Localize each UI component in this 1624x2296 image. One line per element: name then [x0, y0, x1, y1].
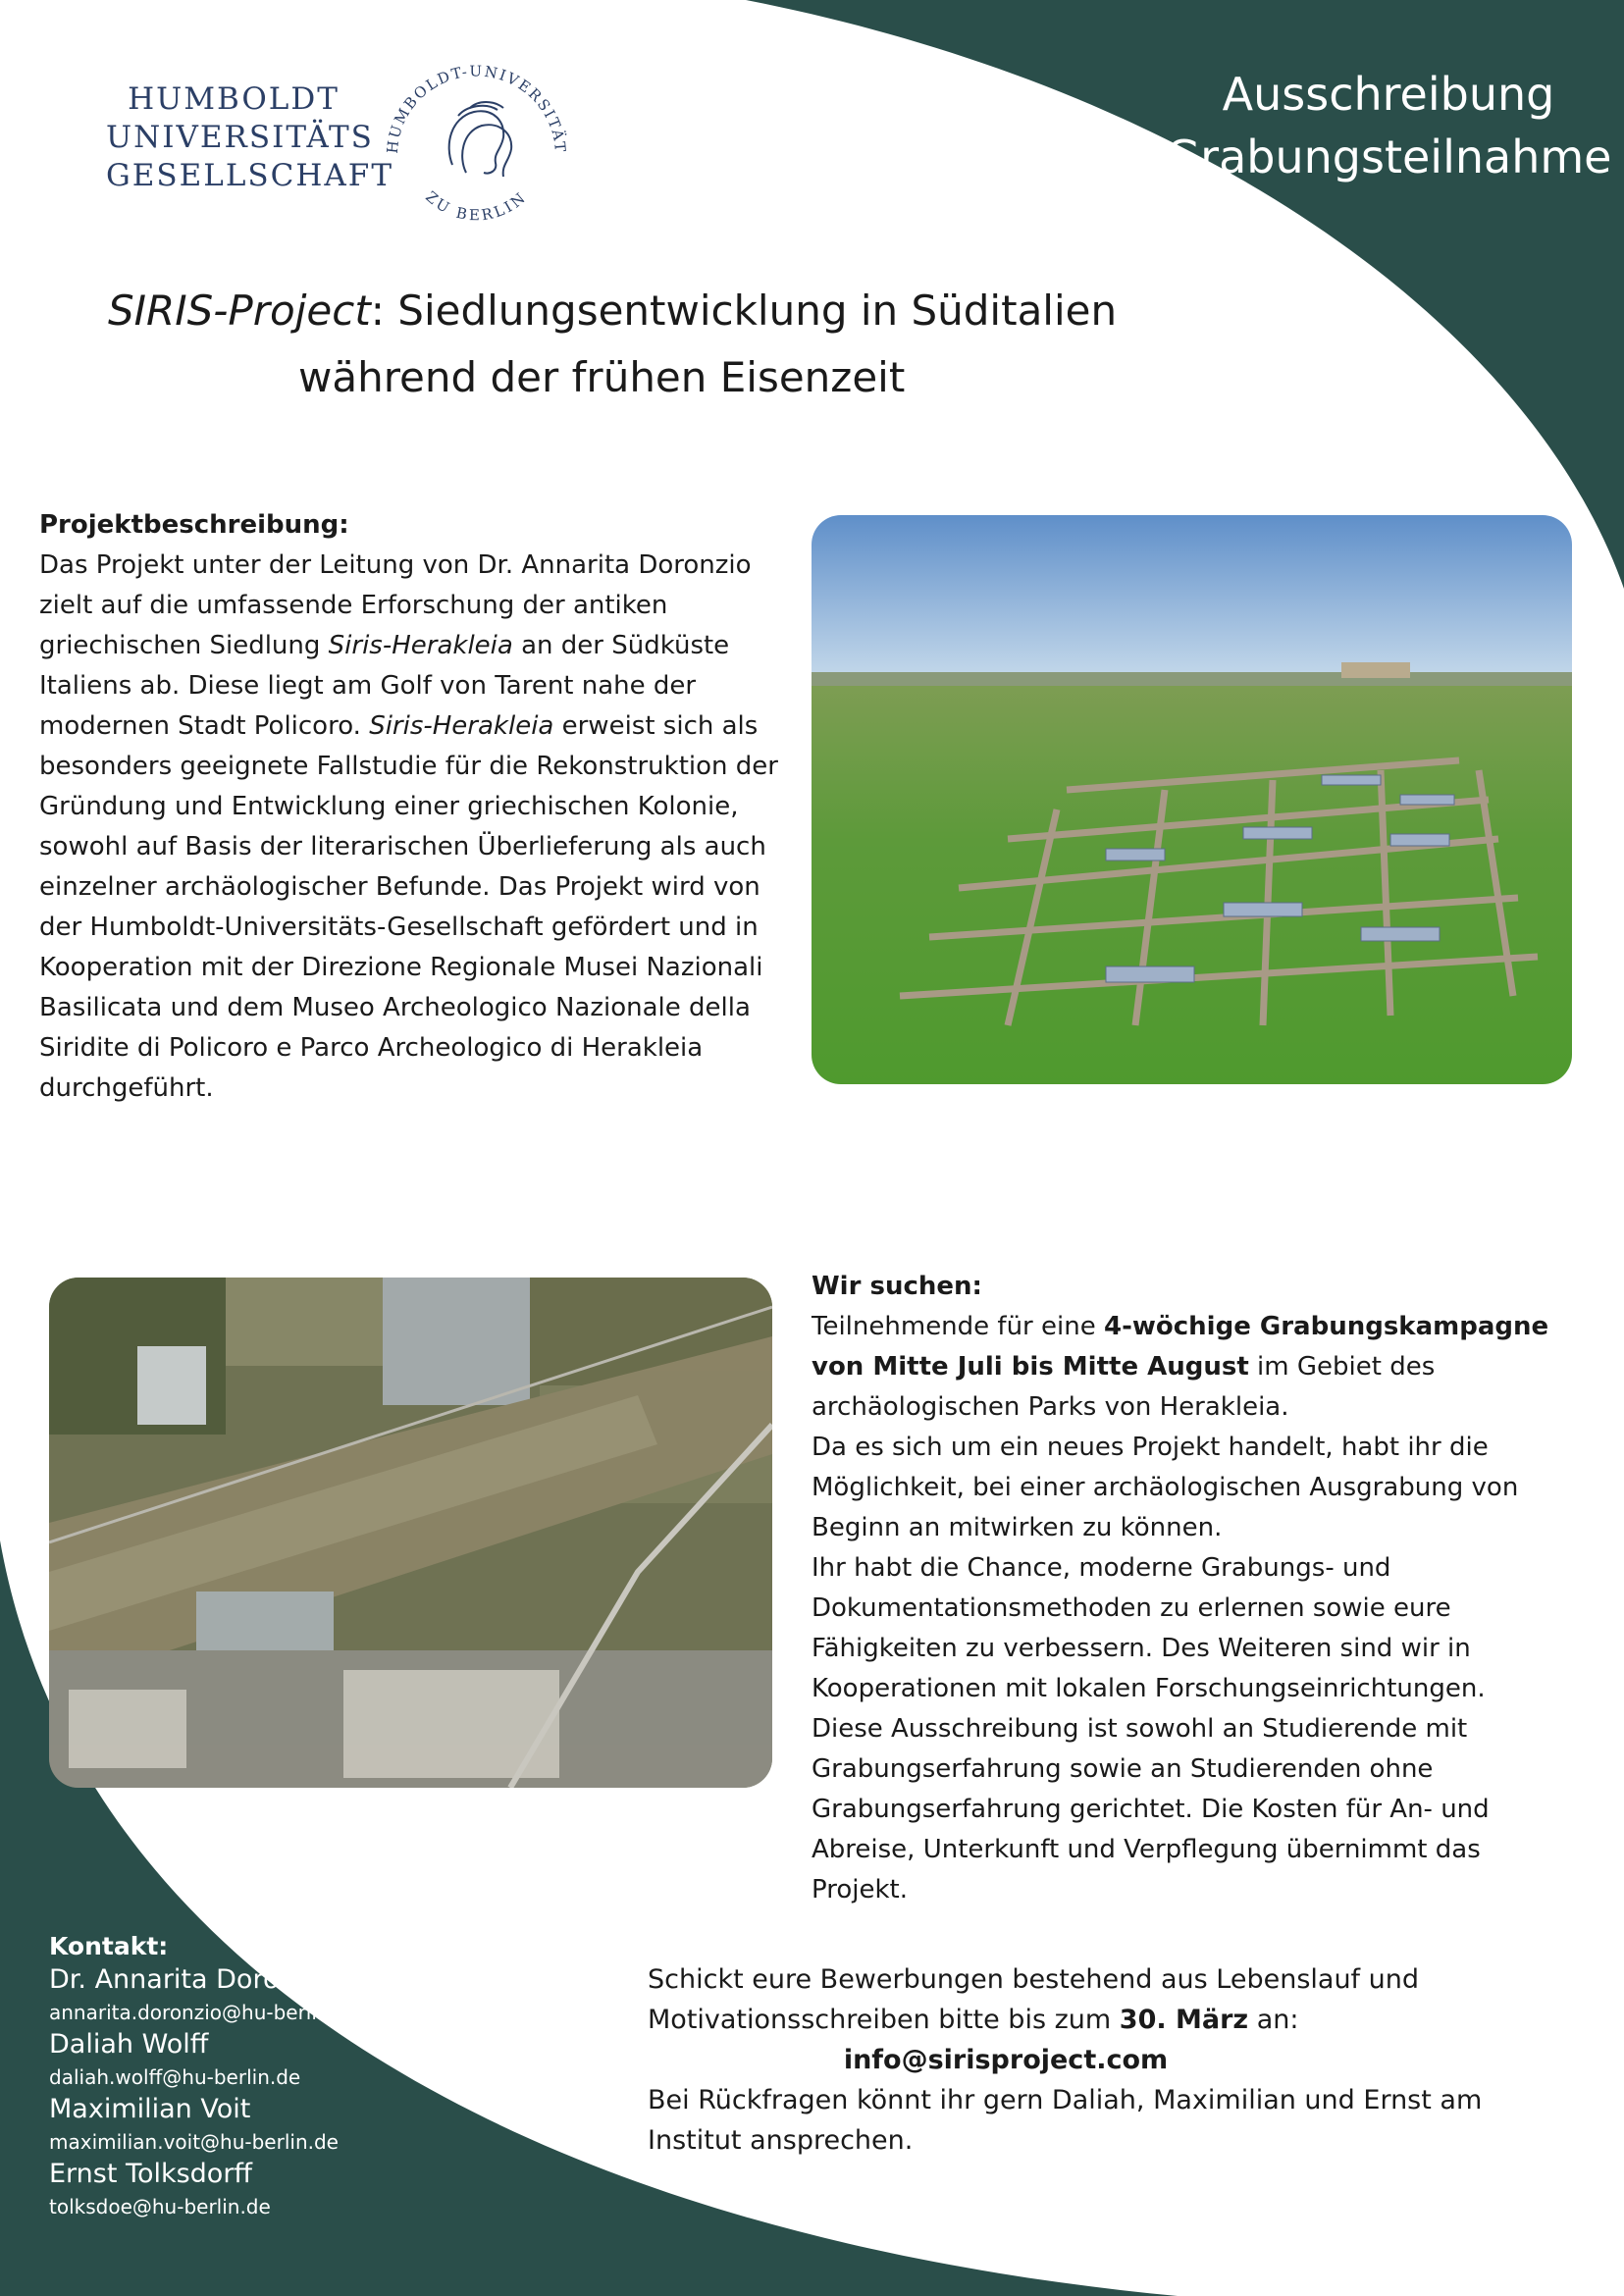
application-part: Schickt eure Bewerbungen bestehend aus Lebenslauf und Motivationsschreiben bitte bis zum [648, 1964, 1420, 2035]
wir-text: Teilnehmende für eine [812, 1312, 1104, 1341]
seal-bottom-text: ZU BERLIN [422, 187, 531, 225]
description-part: Das Projekt unter der Leitung von Dr. Annarita Doronzio zielt auf die umfassende Erforschung der antiken griechischen Siedlung [39, 550, 752, 660]
deadline-date: 30. März [1119, 2005, 1249, 2035]
wir-paragraph-3: Ihr habt die Chance, moderne Grabungs- und Dokumentationsmethoden zu erlernen sowie eure Fähigkeiten zu verbessern. Des Weiteren sind wir in Kooperationen mit lokalen Forschungseinrichtungen. [812, 1553, 1486, 1703]
title-line1 [59, 278, 1197, 344]
project-description [39, 505, 795, 1109]
questions-text: Bei Rückfragen könnt ihr gern Daliah, Maximilian und Ernst am Institut ansprechen. [648, 2085, 1483, 2156]
description-part: an der Südküste Italiens ab. Diese liegt am Golf von Tarent nahe der modernen Stadt Policoro. [39, 631, 730, 741]
contact-email[interactable]: annarita.doronzio@hu-berlin.de [49, 2001, 360, 2024]
wir-paragraph-2: Da es sich um ein neues Projekt handelt, habt ihr die Möglichkeit, bei einer archäologischen Ausgrabung von Beginn an mitwirken zu können. [812, 1433, 1519, 1542]
description-text [39, 546, 795, 1109]
logo-wordmark [106, 80, 393, 195]
application-info [648, 1959, 1531, 2161]
page-title [59, 278, 1197, 411]
site-name: Siris-Herakleia [328, 631, 513, 660]
contact-block [49, 1930, 638, 2222]
contact-name: Dr. Annarita Doronzio [49, 1964, 334, 1995]
wir-text: im Gebiet des archäologischen Parks von Herakleia. [812, 1352, 1436, 1422]
logo-line: HUMBOLDT [128, 81, 340, 117]
contact-name: Daliah Wolff [49, 2029, 209, 2060]
svg-text:HUMBOLDT-UNIVERSITÄT [384, 62, 569, 154]
announcement-heading [1153, 63, 1624, 188]
portrait-icon [449, 102, 512, 177]
contact-email[interactable]: daliah.wolff@hu-berlin.de [49, 2065, 301, 2089]
logo-line: UNIVERSITÄTS [106, 120, 374, 155]
description-heading: Projektbeschreibung: [39, 510, 349, 540]
seal-top-text: HUMBOLDT-UNIVERSITÄT [383, 62, 570, 155]
logo-line: GESELLSCHAFT [106, 158, 393, 193]
contact-heading: Kontakt: [49, 1932, 169, 1960]
application-text [648, 1959, 1531, 2040]
title-line2: während der frühen Eisenzeit [298, 353, 906, 401]
site-name: Siris-Herakleia [369, 711, 554, 741]
contact-name: Maximilian Voit [49, 2094, 251, 2124]
wir-paragraph-4: Diese Ausschreibung ist sowohl an Studierende mit Grabungserfahrung sowie an Studierenden ohne Grabungserfahrung gerichtet. Die Kosten für An- und Abreise, Unterkunft und Verpflegung übernimmt das Projekt. [812, 1714, 1490, 1905]
aerial-view-photo [49, 1278, 772, 1788]
contact-name: Ernst Tolksdorff [49, 2159, 253, 2189]
campaign-dates: 4-wöchige Grabungskampagne von Mitte Juli bis Mitte August [812, 1312, 1549, 1382]
contact-email[interactable]: tolksdoe@hu-berlin.de [49, 2195, 271, 2218]
announcement-line1: Ausschreibung [1222, 68, 1555, 121]
university-seal-icon [376, 47, 577, 248]
title-rest: : Siedlungsentwicklung in Süditalien [370, 287, 1118, 335]
wir-heading: Wir suchen: [812, 1272, 982, 1301]
excavation-site-photo [812, 515, 1572, 1084]
announcement-line2: Grabungsteilnahme [1165, 130, 1612, 183]
svg-text:ZU BERLIN [422, 187, 531, 224]
wir-paragraph-1 [812, 1307, 1577, 1428]
application-part: an: [1248, 2005, 1299, 2035]
description-part: erweist sich als besonders geeignete Fallstudie für die Rekonstruktion der Gründung und Entwicklung einer griechischen Kolonie, sowohl auf Basis der literarischen Überlieferung als auch einzelner archäologischer Befunde. Das Projekt wird von der Humboldt-Universitäts-Gesellschaft gefördert und in Kooperation mit der Direzione Regionale Musei Nazionali Basilicata und dem Museo Archeologico Nazionale della Siridite di Policoro e Parco Archeologico di Herakleia durchgeführt. [39, 711, 778, 1103]
application-email[interactable]: info@sirisproject.com [843, 2045, 1169, 2075]
contact-email[interactable]: maximilian.voit@hu-berlin.de [49, 2130, 339, 2154]
title-project-name: SIRIS-Project [108, 287, 371, 335]
call-for-participants [812, 1267, 1577, 1910]
